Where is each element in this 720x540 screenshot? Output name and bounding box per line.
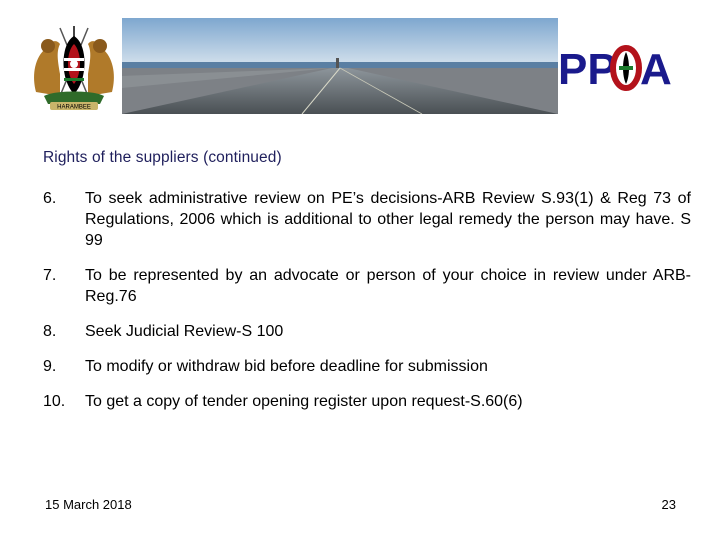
list-item	[43, 321, 691, 342]
list-item-text: To get a copy of tender opening register upon request-S.60(6)	[85, 393, 523, 410]
list-item-number: 6.	[43, 190, 57, 207]
ppoa-logo	[558, 32, 676, 104]
list-item	[43, 391, 691, 412]
slide-heading: Rights of the suppliers (continued)	[43, 149, 282, 166]
list-item	[43, 356, 691, 377]
list-item	[43, 265, 691, 307]
list-item-number: 8.	[43, 323, 57, 340]
page-number: 23	[661, 497, 676, 512]
list-item-text: To be represented by an advocate or person of your choice in review under ARB-Reg.76	[85, 267, 691, 305]
list-item-number: 10.	[43, 393, 66, 410]
banner-road-photo	[122, 18, 558, 114]
ppoa-logo-text-pp: PP	[558, 45, 617, 94]
footer-date: 15 March 2018	[45, 497, 132, 512]
list-item-number: 9.	[43, 358, 57, 375]
list-item-text: To seek administrative review on PE’s decisions-ARB Review S.93(1) & Reg 73 of Regulations, 2006 which is additional to other legal remedy the person may have. S 99	[85, 190, 691, 249]
list-item-number: 7.	[43, 267, 57, 284]
coat-of-arms-logo	[30, 22, 118, 112]
ppoa-logo-text-a: A	[640, 45, 672, 94]
list-item-text: To modify or withdraw bid before deadline for submission	[85, 358, 488, 375]
list-item	[43, 188, 691, 251]
list-item-text: Seek Judicial Review-S 100	[85, 323, 284, 340]
svg-text:HARAMBEE: HARAMBEE	[57, 104, 91, 111]
ppoa-logo-o-emblem	[613, 48, 639, 88]
rights-list	[43, 188, 691, 426]
